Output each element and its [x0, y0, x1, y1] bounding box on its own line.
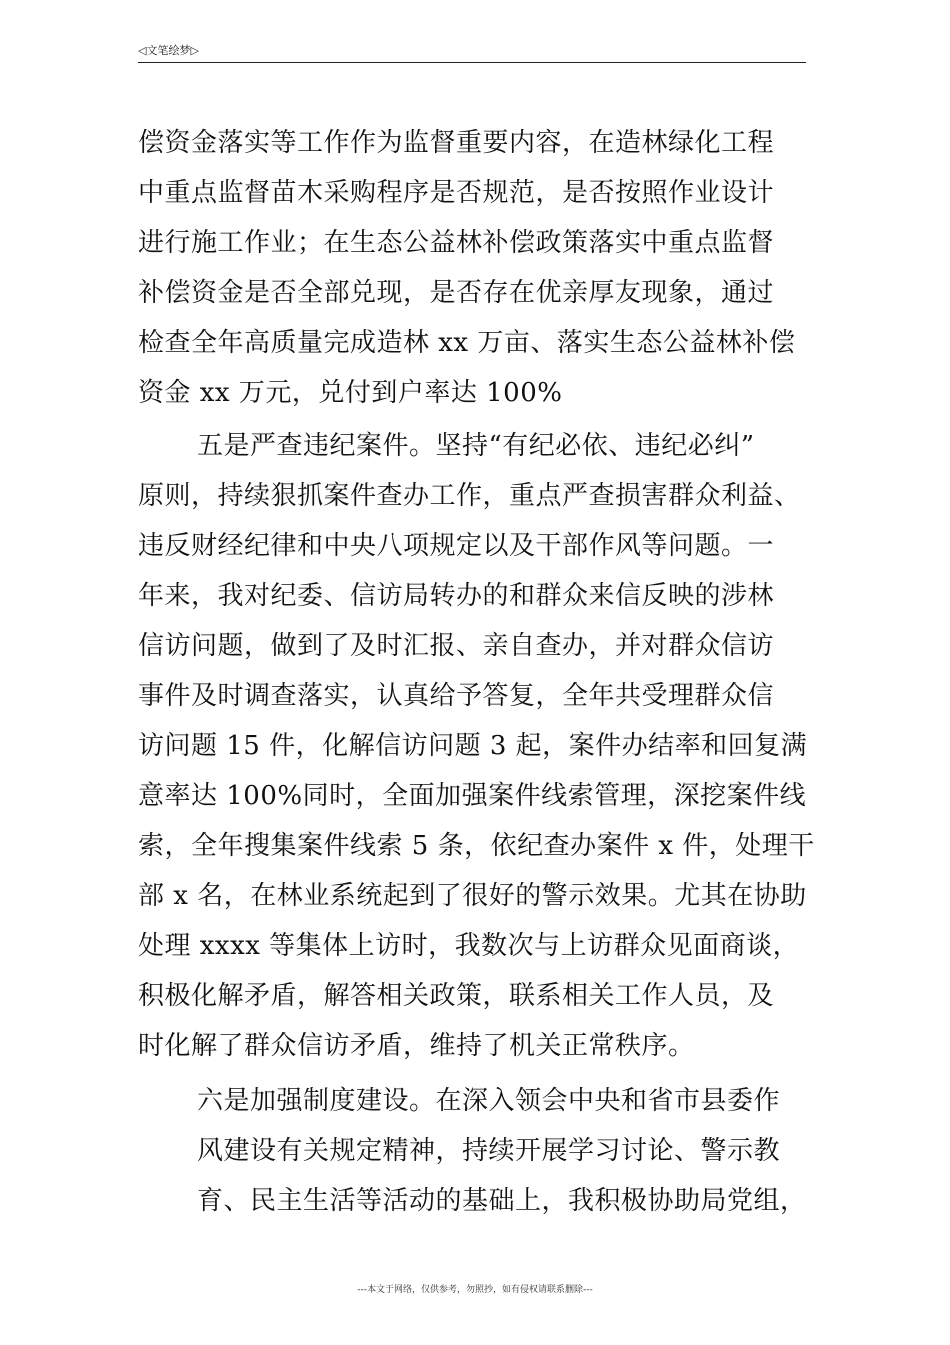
text-line: 进行施工作业；在生态公益林补偿政策落实中重点监督 [138, 228, 775, 258]
text-line: 索，全年搜集案件线索 5 条，依纪查办案件 x 件，处理干 [138, 831, 815, 861]
text-line: 事件及时调查落实，认真给予答复，全年共受理群众信 [138, 681, 775, 711]
text-line: 积极化解矛盾，解答相关政策，联系相关工作人员，及 [138, 981, 775, 1011]
text-line: 中重点监督苗木采购程序是否规范，是否按照作业设计 [138, 178, 775, 208]
text-line: 部 x 名，在林业系统起到了很好的警示效果。尤其在协助 [138, 881, 807, 911]
text-line: 信访问题，做到了及时汇报、亲自查办，并对群众信访 [138, 631, 775, 661]
text-line: 意率达 100%同时，全面加强案件线索管理，深挖案件线 [138, 781, 807, 811]
text-line: 原则，持续狠抓案件查办工作，重点严查损害群众利益、 [138, 481, 801, 511]
text-line: 五是严查违纪案件。坚持“有纪必依、违纪必纠” [197, 431, 755, 461]
text-line: 访问题 15 件，化解信访问题 3 起，案件办结率和回复满 [138, 731, 808, 761]
text-line: 偿资金落实等工作作为监督重要内容，在造林绿化工程 [138, 128, 775, 158]
text-line: 资金 xx 万元，兑付到户率达 100% [138, 378, 563, 408]
text-line: 检查全年高质量完成造林 xx 万亩、落实生态公益林补偿 [138, 328, 796, 358]
text-line: 六是加强制度建设。在深入领会中央和省市县委作 [197, 1086, 781, 1116]
page-footer: ---本文于网络，仅供参考，勿照抄，如有侵权请联系删除--- [357, 1285, 593, 1295]
text-line: 年来，我对纪委、信访局转办的和群众来信反映的涉林 [138, 581, 775, 611]
text-line: 时化解了群众信访矛盾，维持了机关正常秩序。 [138, 1031, 695, 1061]
text-line: 违反财经纪律和中央八项规定以及干部作风等问题。一 [138, 531, 775, 561]
text-line: 育、民主生活等活动的基础上，我积极协助局党组， [197, 1186, 807, 1216]
header-text: ◁文笔绘梦▷ [138, 44, 199, 57]
page-header [138, 44, 806, 63]
text-line: 处理 xxxx 等集体上访时，我数次与上访群众见面商谈， [138, 931, 800, 961]
text-line: 补偿资金是否全部兑现，是否存在优亲厚友现象，通过 [138, 278, 775, 308]
text-line: 风建设有关规定精神，持续开展学习讨论、警示教 [197, 1136, 781, 1166]
